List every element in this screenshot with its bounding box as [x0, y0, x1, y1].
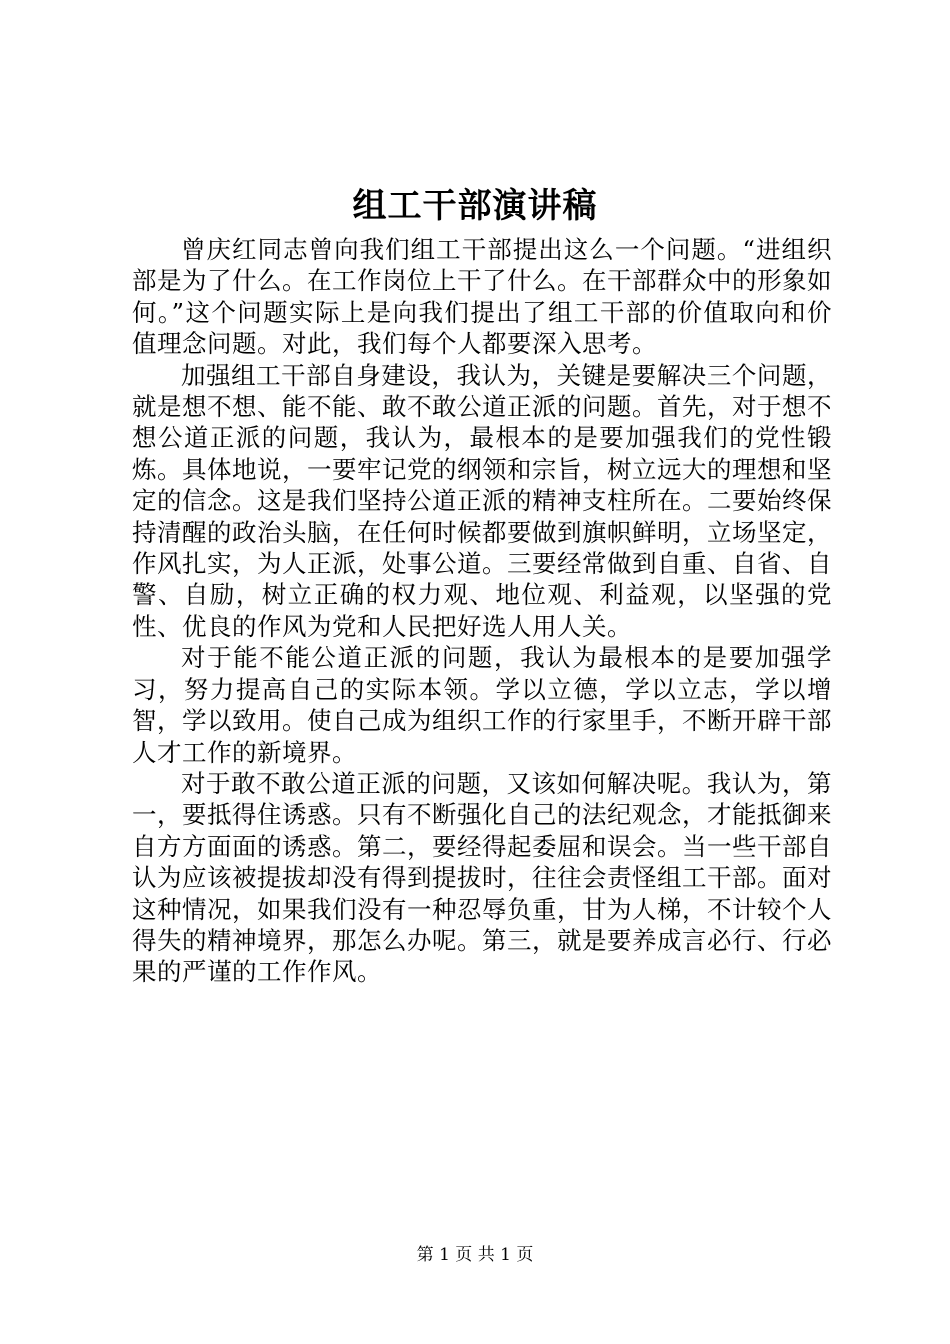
document-body — [132, 234, 832, 988]
page-number-footer: 第 1 页 共 1 页 — [416, 1245, 534, 1265]
paragraph-2: 加强组工干部自身建设，我认为，关键是要解决三个问题，就是想不想、能不能、敢不敢公道正派的问题。首先，对于想不想公道正派的问题，我认为，最根本的是要加强我们的党性锻炼。具体地说，一要牢记党的纲领和宗旨，树立远大的理想和坚定的信念。这是我们坚持公道正派的精神支柱所在。二要始终保持清醒的政治头脑，在任何时候都要做到旗帜鲜明，立场坚定，作风扎实，为人正派，处事公道。三要经常做到自重、自省、自警、自励，树立正确的权力观、地位观、利益观，以坚强的党性、优良的作风为党和人民把好选人用人关。 — [132, 360, 832, 641]
paragraph-3: 对于能不能公道正派的问题，我认为最根本的是要加强学习，努力提高自己的实际本领。学以立德，学以立志，学以增智，学以致用。使自己成为组织工作的行家里手，不断开辟干部人才工作的新境界。 — [132, 643, 832, 767]
document-title: 组工干部演讲稿 — [352, 186, 598, 226]
paragraph-1: 曾庆红同志曾向我们组工干部提出这么一个问题。“进组织部是为了什么。在工作岗位上干了什么。在干部群众中的形象如何。”这个问题实际上是向我们提出了组工干部的价值取向和价值理念问题。对此，我们每个人都要深入思考。 — [132, 235, 832, 359]
paragraph-4: 对于敢不敢公道正派的问题，又该如何解决呢。我认为，第一，要抵得住诱惑。只有不断强化自己的法纪观念，才能抵御来自方方面面的诱惑。第二，要经得起委屈和误会。当一些干部自认为应该被提拔却没有得到提拔时，往往会责怪组工干部。面对这种情况，如果我们没有一种忍辱负重，甘为人梯，不计较个人得失的精神境界，那怎么办呢。第三，就是要养成言必行、行必果的严谨的工作作风。 — [132, 768, 832, 987]
